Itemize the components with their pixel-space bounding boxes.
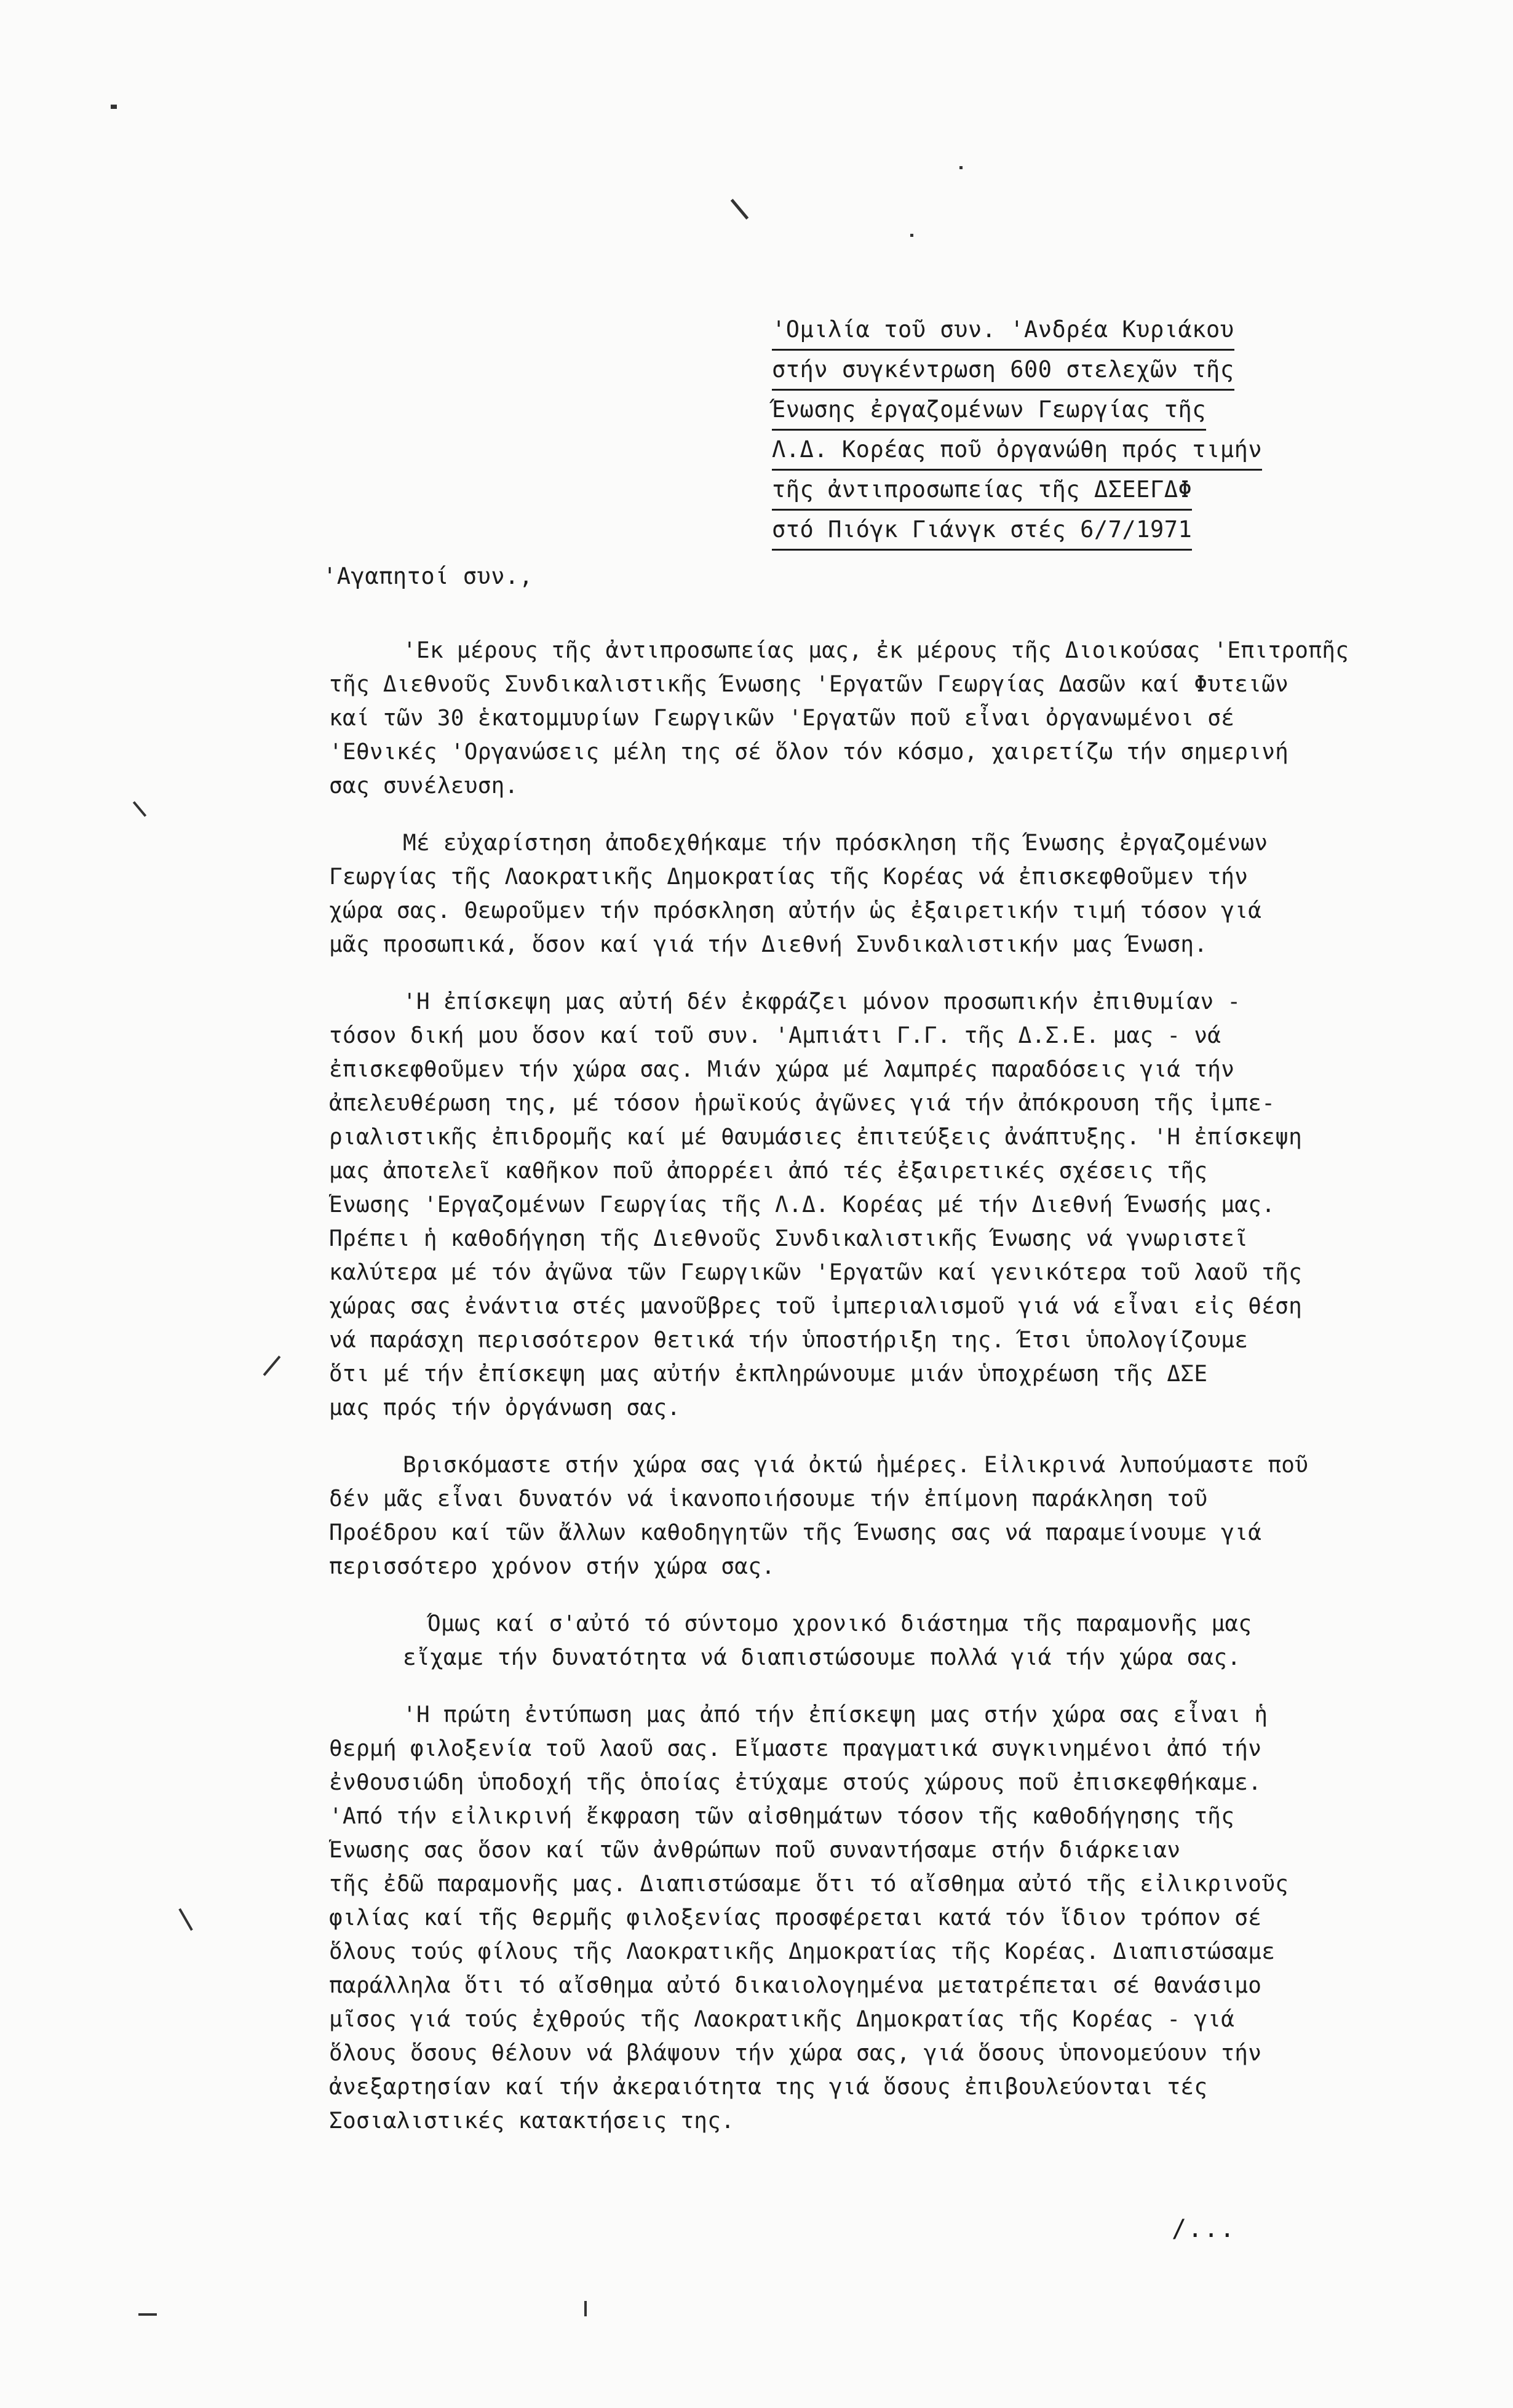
text-line: παράλληλα ὅτι τό αἴσθημα αὐτό δικαιολογημένα μετατρέπεται σέ θανάσιμο: [329, 1973, 1262, 1998]
text-line: τόσον δική μου ὅσον καί τοῦ συν. 'Αμπιάτι Γ.Γ. τῆς Δ.Σ.Ε. μας - νά: [329, 1023, 1221, 1048]
paragraph: [329, 1698, 1455, 2138]
text-line: Ένωσης 'Εργαζομένων Γεωργίας τῆς Λ.Δ. Κορέας μέ τήν Διεθνή Ένωσής μας.: [329, 1192, 1276, 1218]
scan-speck: [133, 801, 146, 817]
text-line: Ένωσης σας ὅσον καί τῶν ἀνθρώπων ποῦ συναντήσαμε στήν διάρκειαν: [329, 1838, 1181, 1863]
paragraph: [329, 634, 1455, 803]
text-line: χώρας σας ἐνάντια στές μανοῦβρες τοῦ ἰμπεριαλισμοῦ γιά νά εἶναι εἰς θέση: [329, 1294, 1303, 1319]
text-line: ἀπελευθέρωση της, μέ τόσον ἡρωϊκούς ἀγῶνες γιά τήν ἀπόκρουση τῆς ἰμπε-: [329, 1091, 1276, 1116]
heading-line: στήν συγκέντρωση 600 στελεχῶν τῆς: [772, 351, 1234, 391]
text-line: νά παράσχη περισσότερον θετικά τήν ὑποστήριξη της. Έτσι ὑπολογίζουμε: [329, 1328, 1249, 1353]
text-line: δέν μᾶς εἶναι δυνατόν νά ἱκανοποιήσουμε τήν ἐπίμονη παράκληση τοῦ: [329, 1486, 1208, 1512]
text-line: 'Εκ μέρους τῆς ἀντιπροσωπείας μας, ἐκ μέρους τῆς Διοικούσας 'Επιτροπῆς: [403, 638, 1349, 663]
scan-speck: [178, 1908, 193, 1931]
text-line: ριαλιστικῆς ἐπιδρομῆς καί μέ θαυμάσιες ἐπιτεύξεις ἀνάπτυξης. 'Η ἐπίσκεψη: [329, 1125, 1303, 1150]
heading-line: τῆς ἀντιπροσωπείας τῆς ΔΣΕΕΓΔΦ: [772, 471, 1192, 511]
heading-line: 'Ομιλία τοῦ συν. 'Ανδρέα Κυριάκου: [772, 311, 1234, 351]
text-line: ὅλους τούς φίλους τῆς Λαοκρατικῆς Δημοκρατίας τῆς Κορέας. Διαπιστώσαμε: [329, 1939, 1276, 1964]
text-line: 'Η ἐπίσκεψη μας αὐτή δέν ἐκφράζει μόνον προσωπικήν ἐπιθυμίαν -: [403, 989, 1241, 1015]
text-line: ὅλους ὅσους θέλουν νά βλάψουν τήν χώρα σας, γιά ὅσους ὑπονομεύουν τήν: [329, 2041, 1262, 2066]
text-line: εἴχαμε τήν δυνατότητα νά διαπιστώσουμε πολλά γιά τήν χώρα σας.: [403, 1645, 1241, 1670]
scan-speck: [263, 1355, 281, 1376]
text-line: ἐπισκεφθοῦμεν τήν χώρα σας. Μιάν χώρα μέ λαμπρές παραδόσεις γιά τήν: [329, 1057, 1235, 1082]
text-line: 'Η πρώτη ἐντύπωση μας ἀπό τήν ἐπίσκεψη μας στήν χώρα σας εἶναι ἡ: [403, 1702, 1268, 1728]
text-line: καλύτερα μέ τόν ἀγῶνα τῶν Γεωργικῶν 'Εργατῶν καί γενικότερα τοῦ λαοῦ τῆς: [329, 1260, 1303, 1285]
text-line: φιλίας καί τῆς θερμῆς φιλοξενίας προσφέρεται κατά τόν ἴδιον τρόπον σέ: [329, 1905, 1262, 1931]
text-line: Προέδρου καί τῶν ἄλλων καθοδηγητῶν τῆς Ένωσης σας νά παραμείνουμε γιά: [329, 1520, 1262, 1545]
text-line: Σοσιαλιστικές κατακτήσεις της.: [329, 2108, 735, 2134]
text-line: τῆς ἐδῶ παραμονῆς μας. Διαπιστώσαμε ὅτι τό αἴσθημα αὐτό τῆς εἰλικρινοῦς: [329, 1872, 1289, 1897]
speech-body: [329, 634, 1455, 2161]
scan-speck: [111, 105, 117, 109]
text-line: ὅτι μέ τήν ἐπίσκεψη μας αὐτήν ἐκπληρώνουμε μιάν ὑποχρέωση τῆς ΔΣΕ: [329, 1361, 1208, 1387]
text-line: Βρισκόμαστε στήν χώρα σας γιά ὀκτώ ἡμέρες. Εἰλικρινά λυπούμαστε ποῦ: [403, 1453, 1309, 1478]
text-line: μᾶς προσωπικά, ὅσον καί γιά τήν Διεθνή Συνδικαλιστικήν μας Ένωση.: [329, 932, 1208, 957]
text-line: καί τῶν 30 ἑκατομμυρίων Γεωργικῶν 'Εργατῶν ποῦ εἶναι ὀργανωμένοι σέ: [329, 706, 1235, 731]
paragraph: [329, 1607, 1455, 1675]
paragraph: [329, 826, 1455, 962]
scan-speck: [910, 234, 913, 237]
text-line: σας συνέλευση.: [329, 773, 518, 799]
salutation: 'Αγαπητοί συν.,: [323, 563, 533, 589]
heading-line: Ένωσης ἐργαζομένων Γεωργίας τῆς: [772, 391, 1206, 431]
text-line: ἐνθουσιώδη ὑποδοχή τῆς ὁποίας ἐτύχαμε στούς χώρους ποῦ ἐπισκεφθήκαμε.: [329, 1770, 1262, 1795]
text-line: Πρέπει ἡ καθοδήγηση τῆς Διεθνοῦς Συνδικαλιστικῆς Ένωσης νά γνωριστεῖ: [329, 1226, 1249, 1251]
scan-speck: [584, 2301, 587, 2316]
text-line: 'Εθνικές 'Οργανώσεις μέλη της σέ ὅλον τόν κόσμο, χαιρετίζω τήν σημερινή: [329, 740, 1289, 765]
scan-speck: [731, 199, 749, 220]
text-line: Όμως καί σ'αὐτό τό σύντομο χρονικό διάστημα τῆς παραμονῆς μας: [427, 1611, 1252, 1637]
scan-speck: [138, 2313, 157, 2316]
heading-line: στό Πιόγκ Γιάνγκ στές 6/7/1971: [772, 511, 1192, 551]
paragraph: [329, 1448, 1455, 1584]
text-line: μας ἀποτελεῖ καθῆκον ποῦ ἀπορρέει ἀπό τές ἐξαιρετικές σχέσεις τῆς: [329, 1158, 1208, 1184]
text-line: τῆς Διεθνοῦς Συνδικαλιστικῆς Ένωσης 'Εργατῶν Γεωργίας Δασῶν καί Φυτειῶν: [329, 672, 1289, 697]
text-line: χώρα σας. Θεωροῦμεν τήν πρόσκληση αὐτήν ὡς ἐξαιρετικήν τιμή τόσον γιά: [329, 898, 1262, 923]
scan-speck: [959, 166, 963, 169]
speech-heading: [772, 311, 1338, 551]
text-line: Μέ εὐχαρίστηση ἀποδεχθήκαμε τήν πρόσκληση τῆς Ένωσης ἐργαζομένων: [403, 831, 1268, 856]
text-line: μας πρός τήν ὀργάνωση σας.: [329, 1395, 681, 1421]
paragraph: [329, 985, 1455, 1425]
text-line: ἀνεξαρτησίαν καί τήν ἀκεραιότητα της γιά ὅσους ἐπιβουλεύονται τές: [329, 2075, 1208, 2100]
text-line: Γεωργίας τῆς Λαοκρατικῆς Δημοκρατίας τῆς Κορέας νά ἐπισκεφθοῦμεν τήν: [329, 864, 1249, 890]
text-line: θερμή φιλοξενία τοῦ λαοῦ σας. Εἴμαστε πραγματικά συγκινημένοι ἀπό τήν: [329, 1736, 1262, 1761]
text-line: περισσότερο χρόνον στήν χώρα σας.: [329, 1554, 776, 1579]
heading-line: Λ.Δ. Κορέας ποῦ ὀργανώθη πρός τιμήν: [772, 431, 1262, 471]
text-line: 'Από τήν εἰλικρινή ἔκφραση τῶν αἰσθημάτων τόσον τῆς καθοδήγησης τῆς: [329, 1804, 1235, 1829]
page-continuation-mark: /...: [1172, 2215, 1236, 2243]
text-line: μῖσος γιά τούς ἐχθρούς τῆς Λαοκρατικῆς Δημοκρατίας τῆς Κορέας - γιά: [329, 2007, 1235, 2032]
